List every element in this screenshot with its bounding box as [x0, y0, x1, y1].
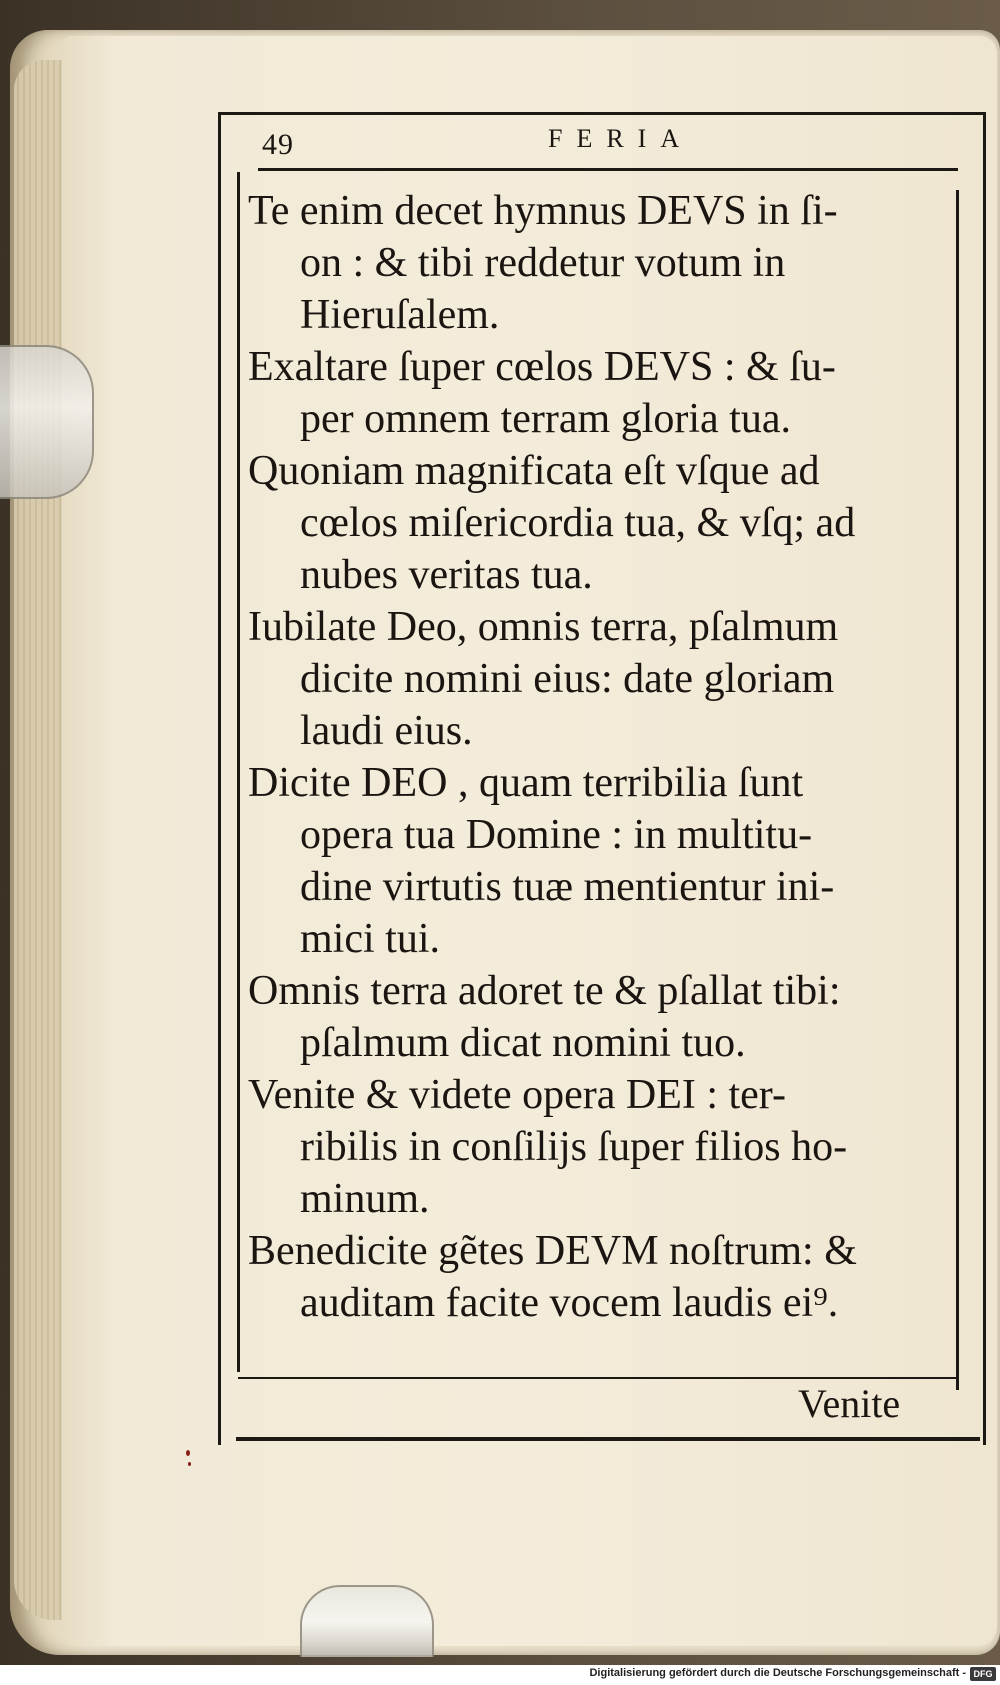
- verse: [248, 965, 956, 1069]
- ink-spot: [186, 1450, 190, 1456]
- verse-line: Hieruſalem.: [300, 292, 500, 338]
- page-clip-left: [0, 345, 94, 499]
- inner-right-rule: [956, 190, 959, 1390]
- ink-spot: [188, 1462, 191, 1466]
- verse: [248, 1225, 956, 1329]
- verse-line: nubes veritas tua.: [300, 552, 593, 598]
- verse-line: auditam facite vocem laudis ei⁹.: [300, 1280, 839, 1326]
- verse-line: opera tua Domine : in multitu-: [300, 812, 813, 858]
- running-head: FERIA: [548, 124, 694, 153]
- verse: [248, 341, 956, 445]
- psalm-text: [248, 185, 956, 1329]
- verse: [248, 445, 956, 601]
- verse-line: per omnem terram gloria tua.: [300, 396, 791, 442]
- verse-line: Quoniam magnificata eſt vſque ad: [248, 448, 820, 494]
- page-number: 49: [262, 128, 294, 161]
- verse: [248, 1069, 956, 1225]
- header-rule: [258, 168, 958, 171]
- verse: [248, 757, 956, 965]
- verse-line: pſalmum dicat nomini tuo.: [300, 1020, 746, 1066]
- page-clip-bottom: [300, 1585, 434, 1657]
- lower-rule: [238, 1377, 958, 1379]
- verse-line: minum.: [300, 1176, 430, 1222]
- catchword: Venite: [798, 1381, 901, 1426]
- verse-line: Te enim decet hymnus DEVS in ſi-: [248, 188, 838, 234]
- verse-line: laudi eius.: [300, 708, 473, 754]
- verse-line: Dicite DEO , quam terribilia ſunt: [248, 760, 804, 806]
- verse-line: on : & tibi reddetur votum in: [300, 240, 786, 286]
- verse-line: mici tui.: [300, 916, 440, 962]
- verse-line: Iubilate Deo, omnis terra, pſalmum: [248, 604, 839, 650]
- frame-bottom-rule: [236, 1437, 980, 1441]
- verse-line: cœlos miſericordia tua, & vſq; ad: [300, 500, 856, 546]
- verse-line: Omnis terra adoret te & pſallat tibi:: [248, 968, 841, 1014]
- verse-line: Venite & videte opera DEI : ter-: [248, 1072, 786, 1118]
- verse-line: Exaltare ſuper cœlos DEVS : & ſu-: [248, 344, 836, 390]
- dfg-logo: DFG: [970, 1667, 996, 1681]
- inner-left-rule: [237, 172, 240, 1372]
- verse-line: dicite nomini eius: date gloriam: [300, 656, 835, 702]
- footer-credit: Digitalisierung gefördert durch die Deutsche Forschungsgemeinschaft -: [589, 1667, 966, 1679]
- verse-line: Benedicite gẽtes DEVM noſtrum: &: [248, 1228, 857, 1274]
- verse: [248, 185, 956, 341]
- verse-line: ribilis in conſilijs ſuper filios ho-: [300, 1124, 848, 1170]
- verse: [248, 601, 956, 757]
- verse-line: dine virtutis tuæ mentientur ini-: [300, 864, 835, 910]
